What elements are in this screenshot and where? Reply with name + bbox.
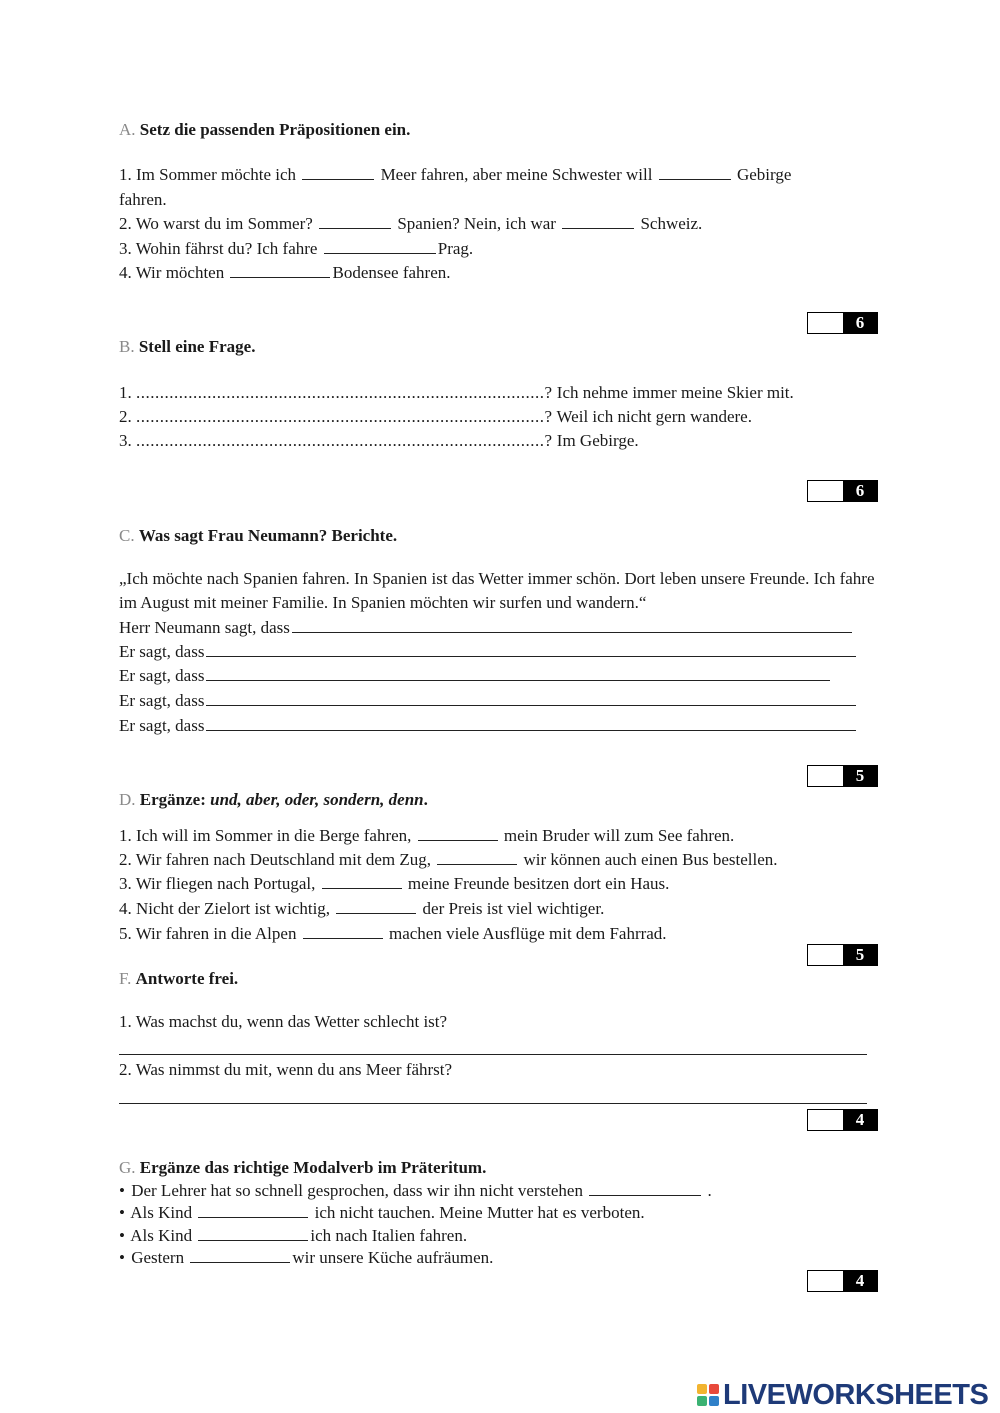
- section-d-item-3: 3. Wir fliegen nach Portugal, meine Freunde besitzen dort ein Haus.: [119, 874, 670, 893]
- section-f-question-2: 2. Was nimmst du mit, wenn du ans Meer fährst?: [119, 1060, 453, 1079]
- section-g-item-1: • Der Lehrer hat so schnell gesprochen, dass wir ihn nicht verstehen .: [119, 1179, 712, 1203]
- section-d-score-box: [807, 944, 878, 966]
- section-d-item-4: 4. Nicht der Zielort ist wichtig, der Preis ist viel wichtiger.: [119, 899, 605, 918]
- section-b-item-3: 3. ......................................................................................? Im Gebirge.: [119, 429, 639, 453]
- logo-mark-icon: [697, 1384, 719, 1406]
- section-g-score-box: [807, 1270, 878, 1292]
- section-a-line-1-cont: fahren.: [119, 190, 167, 209]
- section-c-line-4: Er sagt, dass: [119, 689, 858, 713]
- section-c-line-3: Er sagt, dass: [119, 664, 832, 688]
- answer-blank[interactable]: [659, 163, 731, 180]
- answer-line[interactable]: [119, 1103, 867, 1104]
- answer-blank[interactable]: [418, 824, 498, 841]
- score-points: 4: [843, 1271, 877, 1291]
- section-b-item-1: 1. ......................................................................................? Ich nehme immer meine Skier mit.: [119, 381, 794, 405]
- answer-line[interactable]: [206, 689, 856, 706]
- section-c-heading: C. Was sagt Frau Neumann? Berichte.: [119, 526, 398, 545]
- answer-blank[interactable]: [190, 1246, 290, 1263]
- section-g-heading: G. Ergänze das richtige Modalverb im Präteritum.: [119, 1158, 487, 1177]
- section-b-heading: B. Stell eine Frage.: [119, 337, 256, 356]
- section-b-score-box: [807, 480, 878, 502]
- score-input[interactable]: [808, 945, 843, 965]
- question-input[interactable]: ......................................................................................?: [136, 383, 553, 402]
- score-points: 4: [843, 1110, 877, 1130]
- answer-line[interactable]: [206, 640, 856, 657]
- answer-blank[interactable]: [198, 1201, 308, 1218]
- score-points: 5: [843, 766, 877, 786]
- logo-square-icon: [697, 1396, 707, 1406]
- answer-line[interactable]: [119, 1054, 867, 1055]
- answer-blank[interactable]: [589, 1179, 701, 1196]
- logo-square-icon: [709, 1396, 719, 1406]
- section-g-item-4: • Gestern wir unsere Küche aufräumen.: [119, 1246, 493, 1270]
- answer-blank[interactable]: [322, 872, 402, 889]
- section-d-item-2: 2. Wir fahren nach Deutschland mit dem Zug, wir können auch einen Bus bestellen.: [119, 850, 778, 869]
- logo-square-icon: [697, 1384, 707, 1394]
- answer-blank[interactable]: [562, 212, 634, 229]
- section-d-item-5: 5. Wir fahren in die Alpen machen viele Ausflüge mit dem Fahrrad.: [119, 924, 667, 943]
- section-a-line-4: 4. Wir möchten Bodensee fahren.: [119, 263, 451, 282]
- section-g-item-3: • Als Kind ich nach Italien fahren.: [119, 1224, 467, 1248]
- answer-blank[interactable]: [437, 848, 517, 865]
- score-input[interactable]: [808, 1110, 843, 1130]
- section-g-item-2: • Als Kind ich nicht tauchen. Meine Mutter hat es verboten.: [119, 1201, 645, 1225]
- answer-blank[interactable]: [230, 261, 330, 278]
- score-points: 6: [843, 313, 877, 333]
- answer-line[interactable]: [206, 714, 856, 731]
- section-a-heading: A. Setz die passenden Präpositionen ein.: [119, 120, 411, 139]
- section-c-score-box: [807, 765, 878, 787]
- score-input[interactable]: [808, 766, 843, 786]
- answer-blank[interactable]: [336, 897, 416, 914]
- section-d-heading: D. Ergänze: und, aber, oder, sondern, denn.: [119, 790, 428, 809]
- answer-blank[interactable]: [319, 212, 391, 229]
- section-a-score-box: [807, 312, 878, 334]
- section-c-line-5: Er sagt, dass: [119, 714, 858, 738]
- answer-line[interactable]: [206, 664, 830, 681]
- score-points: 5: [843, 945, 877, 965]
- section-f-score-box: [807, 1109, 878, 1131]
- answer-blank[interactable]: [302, 163, 374, 180]
- section-c-quote: „Ich möchte nach Spanien fahren. In Spanien ist das Wetter immer schön. Dort leben unsere Freunde. Ich fahre im August mit meiner Familie. In Spanien möchten wir surfen und wandern.“: [119, 569, 875, 612]
- section-a-line-3: 3. Wohin fährst du? Ich fahre Prag.: [119, 239, 474, 258]
- section-f-heading: F. Antworte frei.: [119, 969, 239, 988]
- answer-blank[interactable]: [198, 1224, 308, 1241]
- section-a-line-1: 1. Im Sommer möchte ich Meer fahren, aber meine Schwester will Gebirge: [119, 165, 792, 184]
- question-input[interactable]: ......................................................................................?: [136, 431, 553, 450]
- section-b-item-2: 2. ......................................................................................? Weil ich nicht gern wandere.: [119, 405, 752, 429]
- score-input[interactable]: [808, 313, 843, 333]
- section-d-item-1: 1. Ich will im Sommer in die Berge fahren, mein Bruder will zum See fahren.: [119, 826, 735, 845]
- answer-line[interactable]: [292, 616, 852, 633]
- score-input[interactable]: [808, 1271, 843, 1291]
- liveworksheets-logo: [697, 1378, 988, 1412]
- score-points: 6: [843, 481, 877, 501]
- answer-blank[interactable]: [324, 237, 436, 254]
- question-input[interactable]: ......................................................................................?: [136, 407, 553, 426]
- section-f-question-1: 1. Was machst du, wenn das Wetter schlecht ist?: [119, 1012, 448, 1031]
- section-c-line-1: Herr Neumann sagt, dass: [119, 616, 854, 640]
- answer-blank[interactable]: [303, 922, 383, 939]
- logo-text: LIVEWORKSHEETS: [723, 1378, 989, 1411]
- logo-square-icon: [709, 1384, 719, 1394]
- section-c-line-2: Er sagt, dass: [119, 640, 858, 664]
- score-input[interactable]: [808, 481, 843, 501]
- section-a-line-2: 2. Wo warst du im Sommer? Spanien? Nein, ich war Schweiz.: [119, 214, 703, 233]
